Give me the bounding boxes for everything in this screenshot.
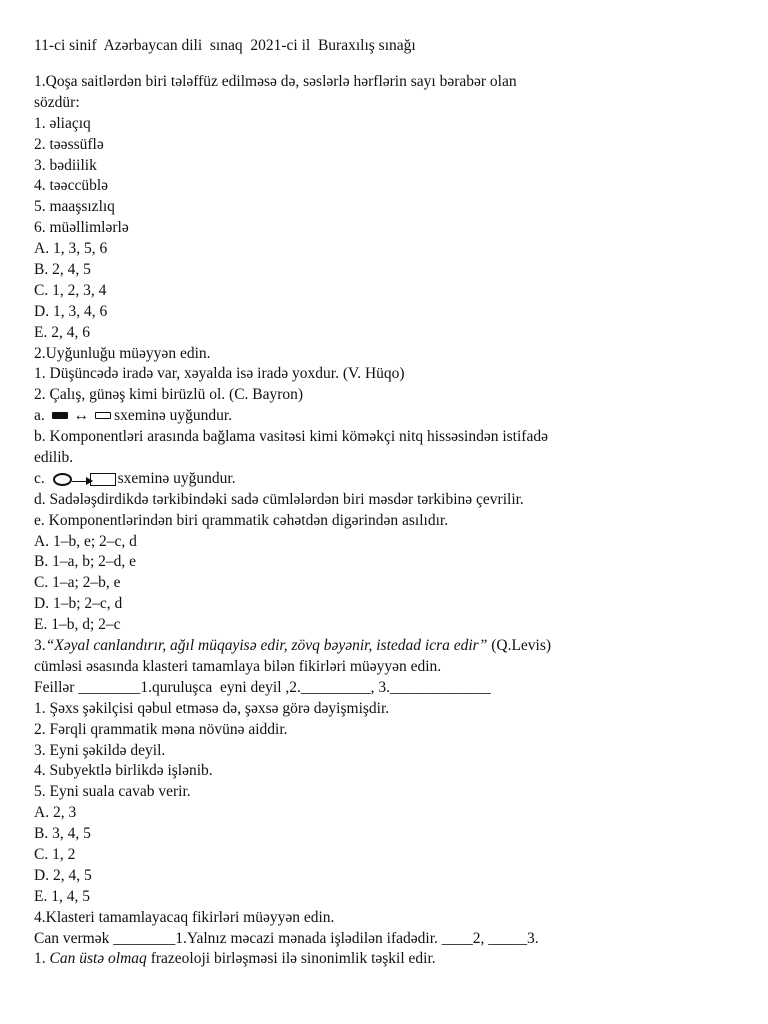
q1-item: 6. müəllimlərlə [34, 219, 129, 237]
page-title: 11-ci sinif Azərbaycan dili sınaq 2021-ci il Buraxılış sınağı [34, 37, 416, 54]
q3-source: (Q.Levis) [487, 637, 552, 655]
filled-rectangle-icon [52, 412, 68, 419]
q1-item: 3. bədiilik [34, 156, 97, 174]
q1-item: 5. maaşsızlıq [34, 198, 115, 216]
q3-item: 5. Eyni suala cavab verir. [34, 783, 191, 801]
rectangle-icon [90, 473, 116, 486]
q1-text-cont: sözdür: [34, 93, 80, 111]
q3-item: 2. Fərqli qrammatik məna növünə aiddir. [34, 720, 288, 738]
q1-option-c: C. 1, 2, 3, 4 [34, 281, 107, 299]
q2-c-suffix: sxeminə uyğundur. [117, 469, 236, 487]
q3-item: 4. Subyektlə birlikdə işlənib. [34, 762, 213, 780]
q2-statement-a [34, 406, 768, 427]
q4-text: 4.Klasteri tamamlayacaq fikirləri müəyyən edin. [34, 908, 335, 926]
q4-cluster: Can vermək ________1.Yalnız məcazi mənada işlədilən ifadədir. ____2, _____3. [34, 929, 539, 947]
q1-item: 4. təəccüblə [34, 177, 109, 195]
q2-option-d: D. 1–b; 2–c, d [34, 595, 123, 613]
q2-text: 2.Uyğunluğu müəyyən edin. [34, 344, 211, 362]
right-arrow-icon [72, 481, 92, 482]
q4-item [34, 949, 768, 970]
q3-item: 1. Şəxs şəkilçisi qəbul etməsə də, şəxsə görə dəyişmişdir. [34, 699, 390, 717]
rectangle-icon [95, 412, 111, 419]
q2-option-b: B. 1–a, b; 2–d, e [34, 553, 137, 571]
q2-a-prefix: a. [34, 407, 45, 425]
q2-item: 2. Çalış, günəş kimi birüzlü ol. (C. Bayron) [34, 386, 304, 404]
q2-statement-d: d. Sadələşdirdikdə tərkibindəki sadə cümlələrdən biri məsdər tərkibinə çevrilir. [34, 490, 524, 508]
q2-option-e: E. 1–b, d; 2–c [34, 616, 121, 634]
q3-quote: “Xəyal canlandırır, ağıl müqayisə edir, zövq bəyənir, istedad icra edir” [45, 637, 488, 655]
q2-option-c: C. 1–a; 2–b, e [34, 574, 121, 592]
q1-option-b: B. 2, 4, 5 [34, 261, 91, 279]
q1-option-d: D. 1, 3, 4, 6 [34, 302, 108, 320]
q1-item: 1. əliaçıq [34, 114, 91, 132]
q2-item: 1. Düşüncədə iradə var, xəyalda isə iradə yoxdur. (V. Hüqo) [34, 365, 405, 383]
q2-statement-e: e. Komponentlərindən biri qrammatik cəhətdən digərindən asılıdır. [34, 511, 449, 529]
q3-item: 3. Eyni şəkildə deyil. [34, 741, 166, 759]
q2-a-suffix: sxeminə uyğundur. [114, 407, 233, 425]
q4-item-number: 1. [34, 950, 50, 968]
q2-c-prefix: c. [34, 469, 45, 487]
q2-statement-b: b. Komponentləri arasında bağlama vasitəsi kimi köməkçi nitq hissəsindən istifadə [34, 428, 548, 446]
q2-statement-c [34, 469, 768, 490]
q3-option-d: D. 2, 4, 5 [34, 866, 92, 884]
q3-option-b: B. 3, 4, 5 [34, 825, 91, 843]
q3-option-c: C. 1, 2 [34, 845, 76, 863]
q2-option-a: A. 1–b, e; 2–c, d [34, 532, 137, 550]
q1-text: 1.Qoşa saitlərdən biri tələffüz edilməsə də, səslərlə hərflərin sayı bərabər olan [34, 73, 517, 90]
q3-text [34, 636, 768, 657]
q2-statement-b-cont: edilib. [34, 449, 74, 467]
q1-option-a: A. 1, 3, 5, 6 [34, 240, 108, 258]
q3-option-e: E. 1, 4, 5 [34, 887, 90, 905]
exam-content [34, 72, 768, 970]
q1-option-e: E. 2, 4, 6 [34, 323, 90, 341]
q3-text-cont: cümləsi əsasında klasteri tamamlaya bilən fikirləri müəyyən edin. [34, 657, 442, 675]
q3-cluster: Feillər ________1.quruluşca eyni deyil ,2._________, 3._____________ [34, 678, 491, 696]
double-arrow-icon: ↔ [73, 407, 90, 425]
q4-item-rest: frazeoloji birləşməsi ilə sinonimlik təşkil edir. [146, 950, 436, 968]
q3-option-a: A. 2, 3 [34, 804, 77, 822]
oval-icon [53, 473, 72, 486]
q4-item-idiom: Can üstə olmaq [49, 950, 147, 968]
q3-number: 3. [34, 637, 46, 655]
q1-item: 2. təəssüflə [34, 135, 104, 153]
